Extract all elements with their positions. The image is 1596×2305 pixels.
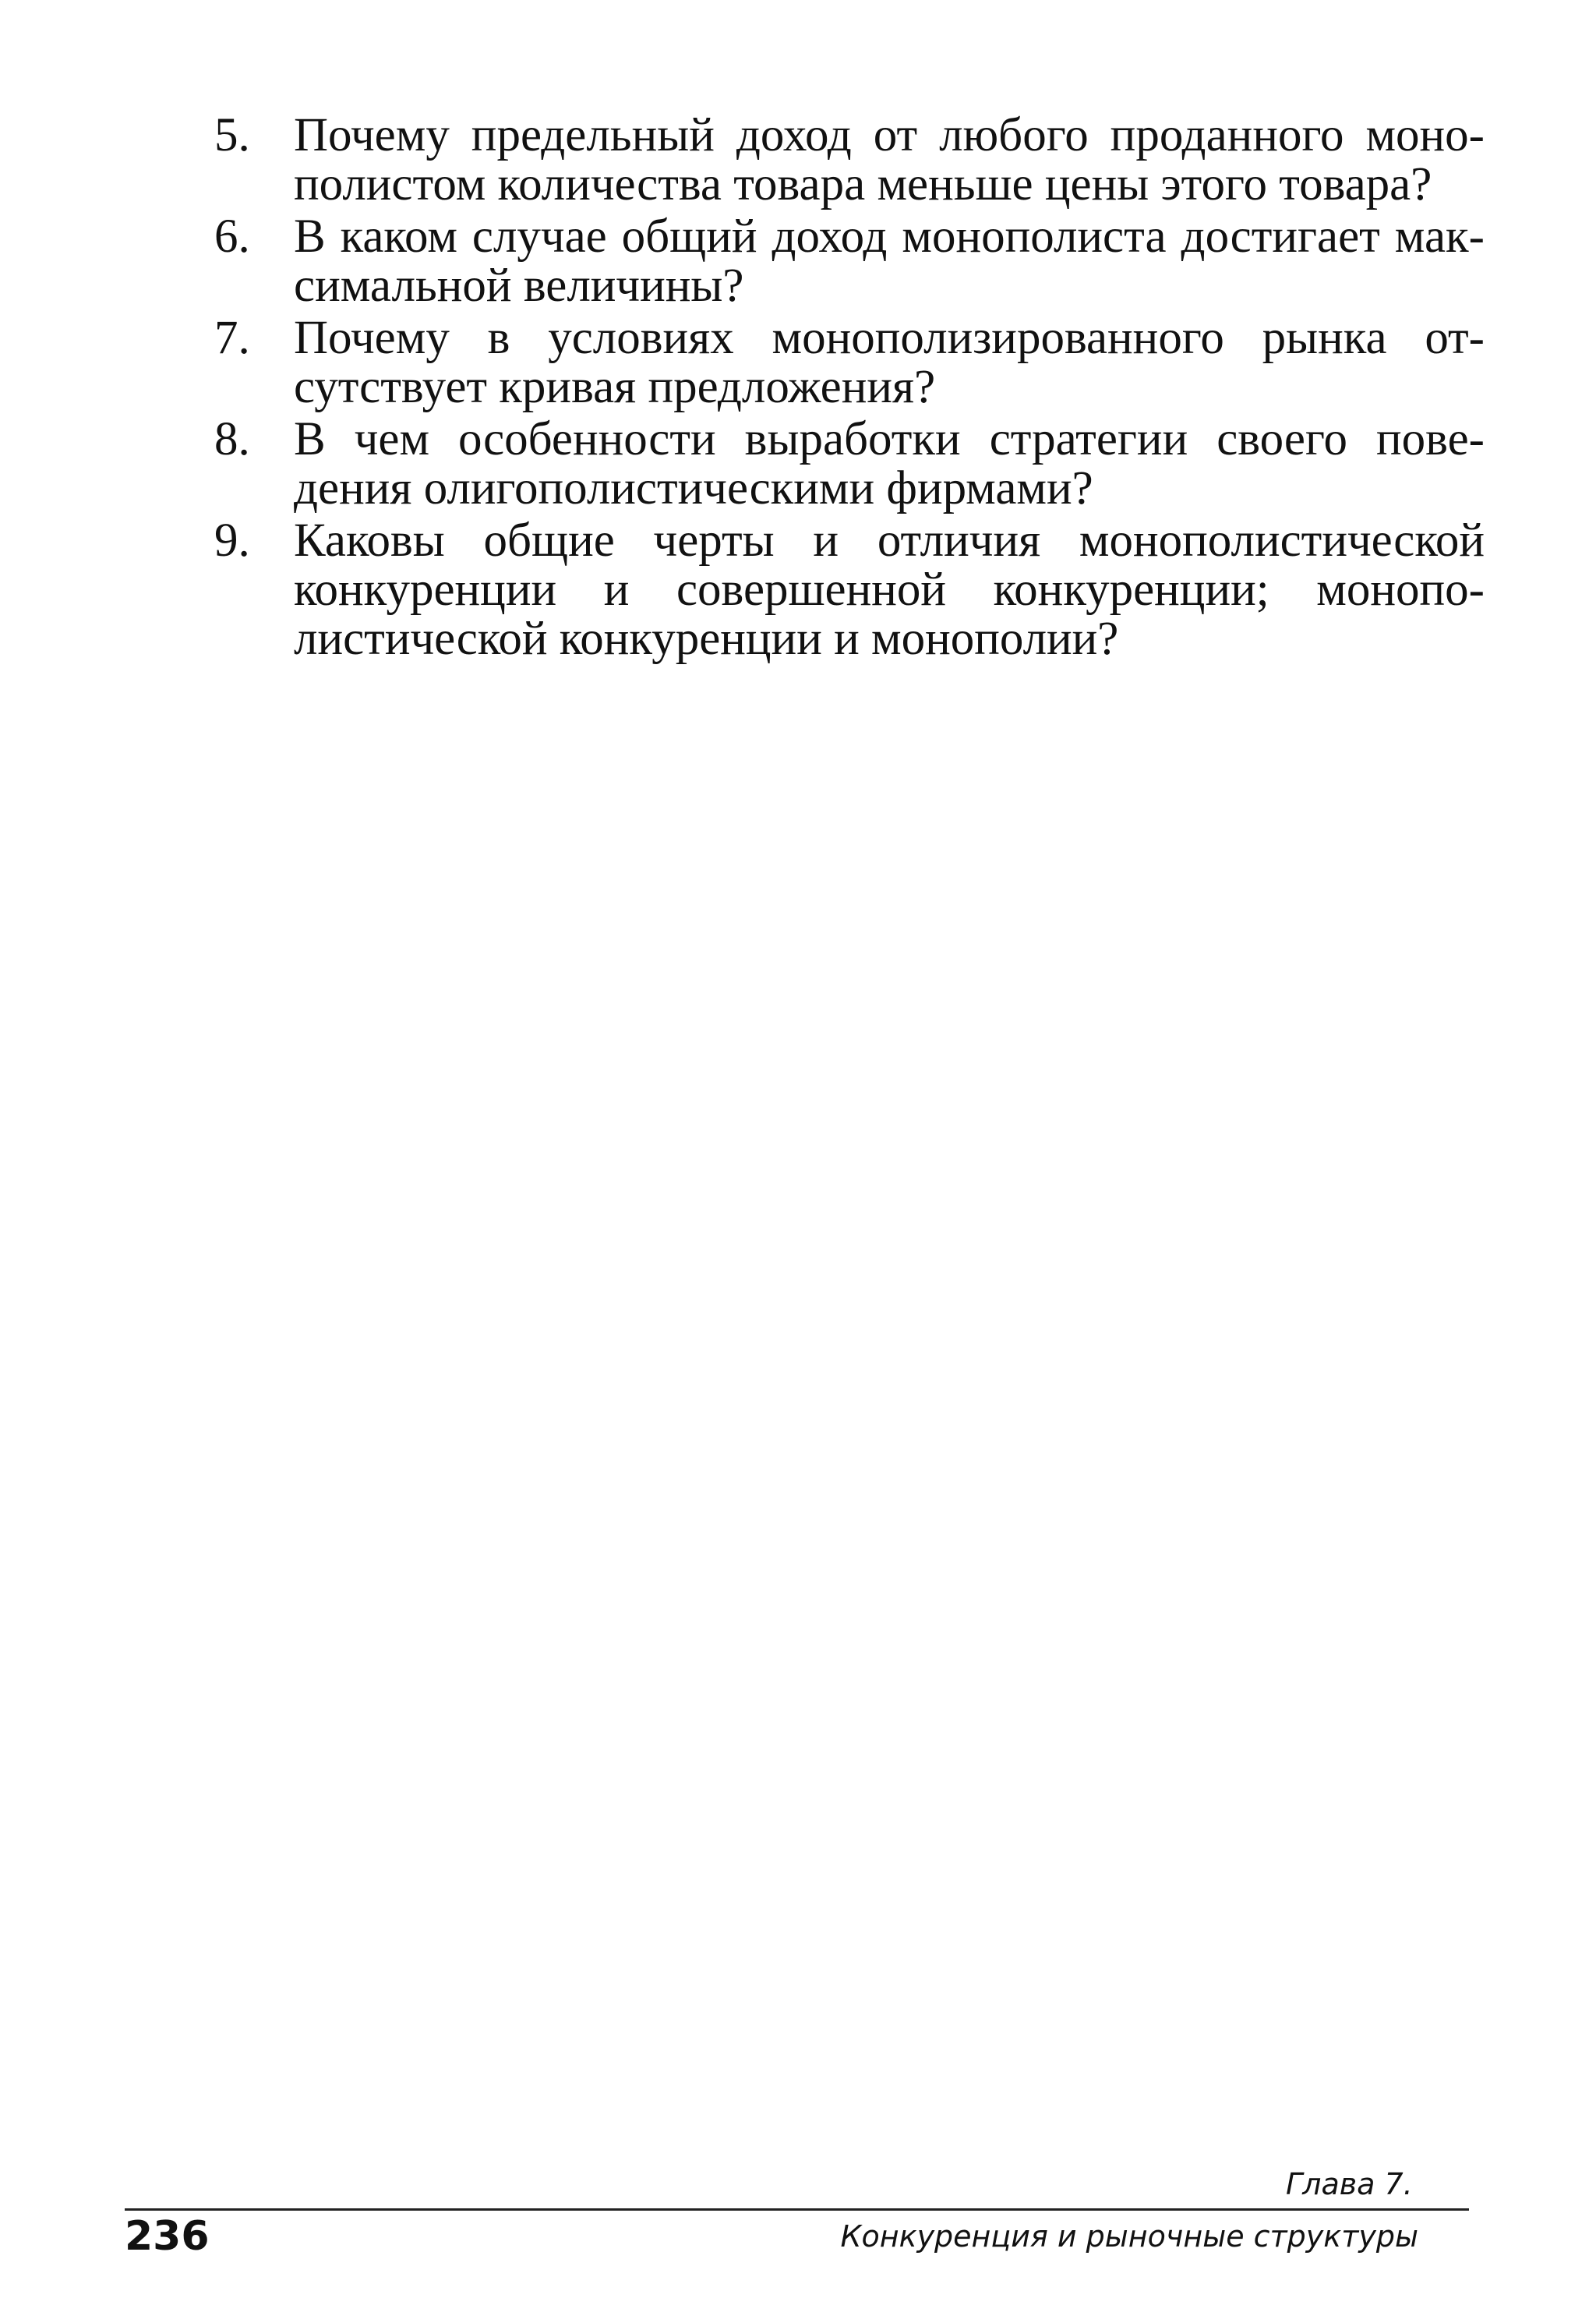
question-item-5	[214, 111, 1485, 209]
question-text	[294, 415, 1485, 513]
question-line: В каком случае общий доход монополиста достигает мак-	[294, 210, 1485, 263]
question-text	[294, 313, 1485, 412]
question-line: Почему предельный доход от любого проданного моно-	[294, 109, 1485, 161]
question-line: конкуренции и совершенной конкуренции; монопо-	[294, 564, 1485, 616]
question-text	[294, 516, 1485, 663]
page-number: 236	[125, 2213, 210, 2260]
question-number: 7.	[214, 312, 250, 364]
question-line: дения олигополистическими фирмами?	[294, 462, 1093, 514]
review-questions-list	[214, 111, 1485, 666]
question-item-7	[214, 313, 1485, 412]
running-footer-chapter: Глава 7.	[1286, 2167, 1413, 2201]
question-item-9	[214, 516, 1485, 663]
question-item-8	[214, 415, 1485, 513]
question-line: Почему в условиях монополизированного рынка от-	[294, 312, 1485, 364]
question-number: 8.	[214, 413, 250, 465]
question-line: сутствует кривая предложения?	[294, 361, 936, 413]
question-line: листической конкуренции и монополии?	[294, 613, 1119, 665]
question-text	[294, 212, 1485, 310]
question-number: 6.	[214, 210, 250, 263]
question-line: полистом количества товара меньше цены этого товара?	[294, 158, 1432, 210]
question-line: симальной величины?	[294, 260, 744, 312]
question-number: 9.	[214, 514, 250, 567]
question-number: 5.	[214, 109, 250, 161]
question-item-6	[214, 212, 1485, 310]
question-line: Каковы общие черты и отличия монополистической	[294, 514, 1485, 567]
footer-divider	[125, 2208, 1469, 2211]
running-footer-title: Конкуренция и рыночные структуры	[840, 2219, 1418, 2254]
question-text	[294, 111, 1485, 209]
question-line: В чем особенности выработки стратегии своего пове-	[294, 413, 1485, 465]
